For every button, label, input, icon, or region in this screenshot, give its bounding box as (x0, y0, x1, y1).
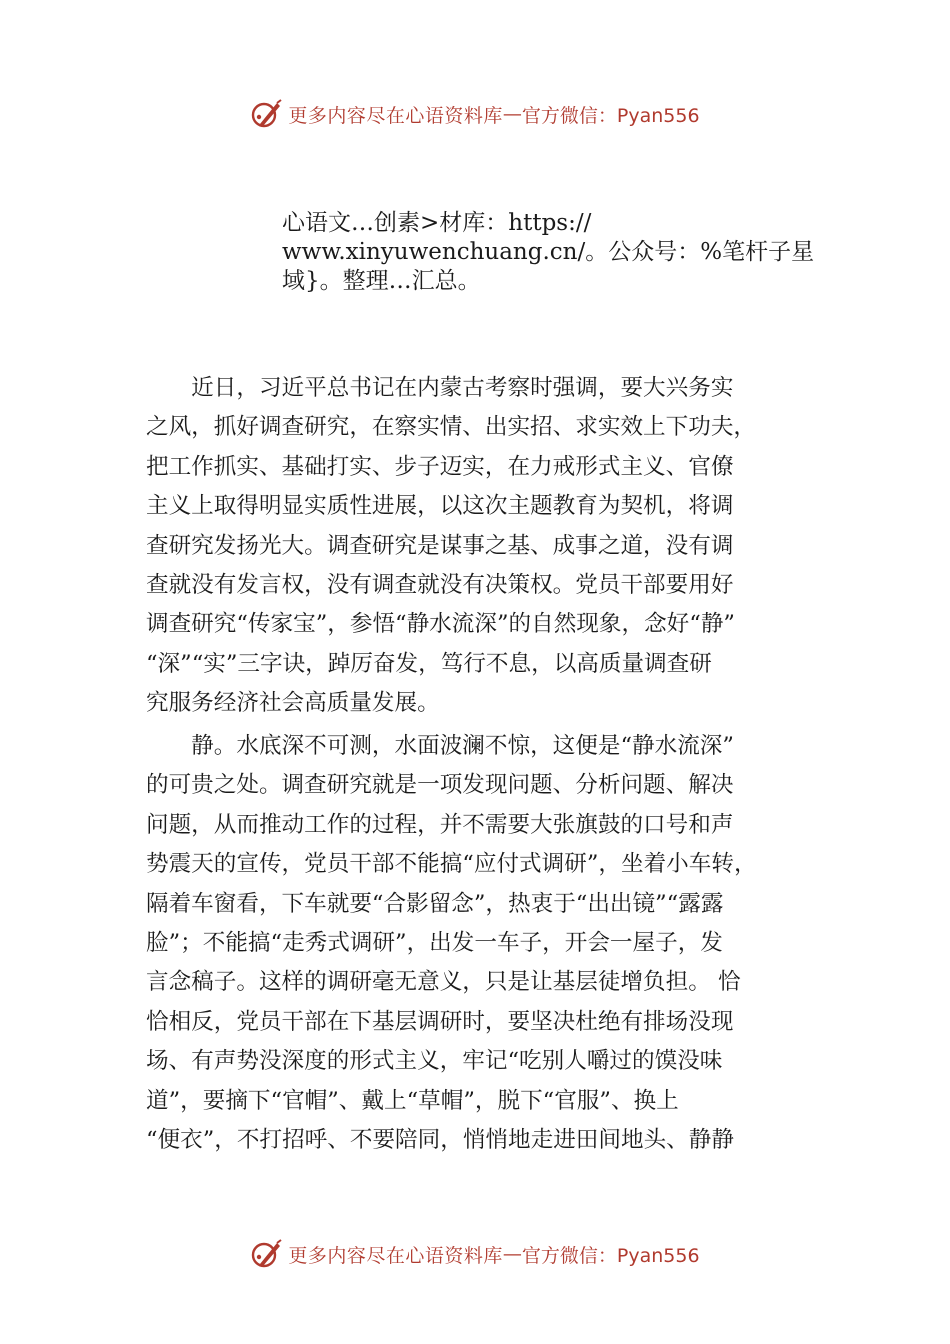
source-line: www.xinyuwenchuang.cn/。公众号：%笔杆子星 (282, 239, 815, 265)
article-paragraph-2 (146, 727, 818, 1160)
paragraph-line: 查研究发扬光大。调查研究是谋事之基、成事之道，没有调 (146, 532, 734, 559)
paragraph-line: 场、有声势没深度的形式主义，牢记“吃别人嚼过的馍没味 (146, 1048, 723, 1075)
paragraph-line: 问题，从而推动工作的过程，并不需要大张旗鼓的口号和声 (146, 811, 734, 838)
paragraph-line: 调查研究“传家宝”，参悟“静水流深”的自然现象，念好“静” (146, 611, 735, 638)
footer-wechat-text: 官方微信：Pyan556 (521, 1244, 700, 1267)
pen-logo-icon (250, 97, 284, 131)
paragraph-line: 恰相反，党员干部在下基层调研时，要坚决杜绝有排场没现 (146, 1008, 734, 1035)
paragraph-line: 把工作抓实、基础打实、步子迈实，在力戒形式主义、官僚 (146, 453, 734, 480)
paragraph-line: 之风，抓好调查研究，在察实情、出实招、求实效上下功夫， (146, 414, 757, 441)
header-banner (0, 94, 950, 134)
header-separator: — (502, 103, 522, 125)
paragraph-line: “深”“实”三字诀，踔厉奋发，笃行不息，以高质量调查研 (146, 650, 712, 677)
paragraph-line: 隔着车窗看，下车就要“合影留念”，热衷于“出出镜”“露露 (146, 890, 724, 917)
paragraph-line: 道”，要摘下“官帽”、戴上“草帽”，脱下“官服”、换上 (146, 1087, 679, 1114)
paragraph-line: 主义上取得明显实质性进展，以这次主题教育为契机，将调 (146, 493, 734, 520)
article-paragraph-1 (146, 369, 818, 724)
paragraph-line: 查就没有发言权，没有调查就没有决策权。党员干部要用好 (146, 571, 734, 598)
paragraph-line: 脸”；不能搞“走秀式调研”，出发一车子，开会一屋子，发 (146, 929, 723, 956)
footer-brand-text: 更多内容尽在心语资料库 (288, 1244, 503, 1267)
paragraph-line: 的可贵之处。调查研究就是一项发现问题、分析问题、解决 (146, 772, 734, 799)
pen-logo-icon (250, 1237, 284, 1271)
paragraph-line: 究服务经济社会高质量发展。 (146, 690, 440, 717)
paragraph-line: “便衣”，不打招呼、不要陪同，悄悄地走进田间地头、静静 (146, 1126, 734, 1153)
source-note (282, 209, 822, 296)
paragraph-line: 势震天的宣传，党员干部不能搞“应付式调研”，坐着小车转， (146, 851, 757, 878)
header-wechat-text: 官方微信：Pyan556 (521, 104, 700, 127)
paragraph-line: 言念稿子。这样的调研毫无意义，只是让基层徒增负担。 恰 (146, 969, 741, 996)
source-line: 心语文…创素>材库：https:// (282, 210, 592, 236)
footer-separator: — (502, 1243, 522, 1265)
header-brand-text: 更多内容尽在心语资料库 (288, 104, 503, 127)
paragraph-line: 近日，习近平总书记在内蒙古考察时强调，要大兴务实 (146, 375, 734, 401)
source-line: 域}。整理…汇总。 (282, 268, 481, 294)
paragraph-line: 静。水底深不可测，水面波澜不惊，这便是“静水流深” (146, 733, 734, 759)
footer-banner (0, 1234, 950, 1274)
